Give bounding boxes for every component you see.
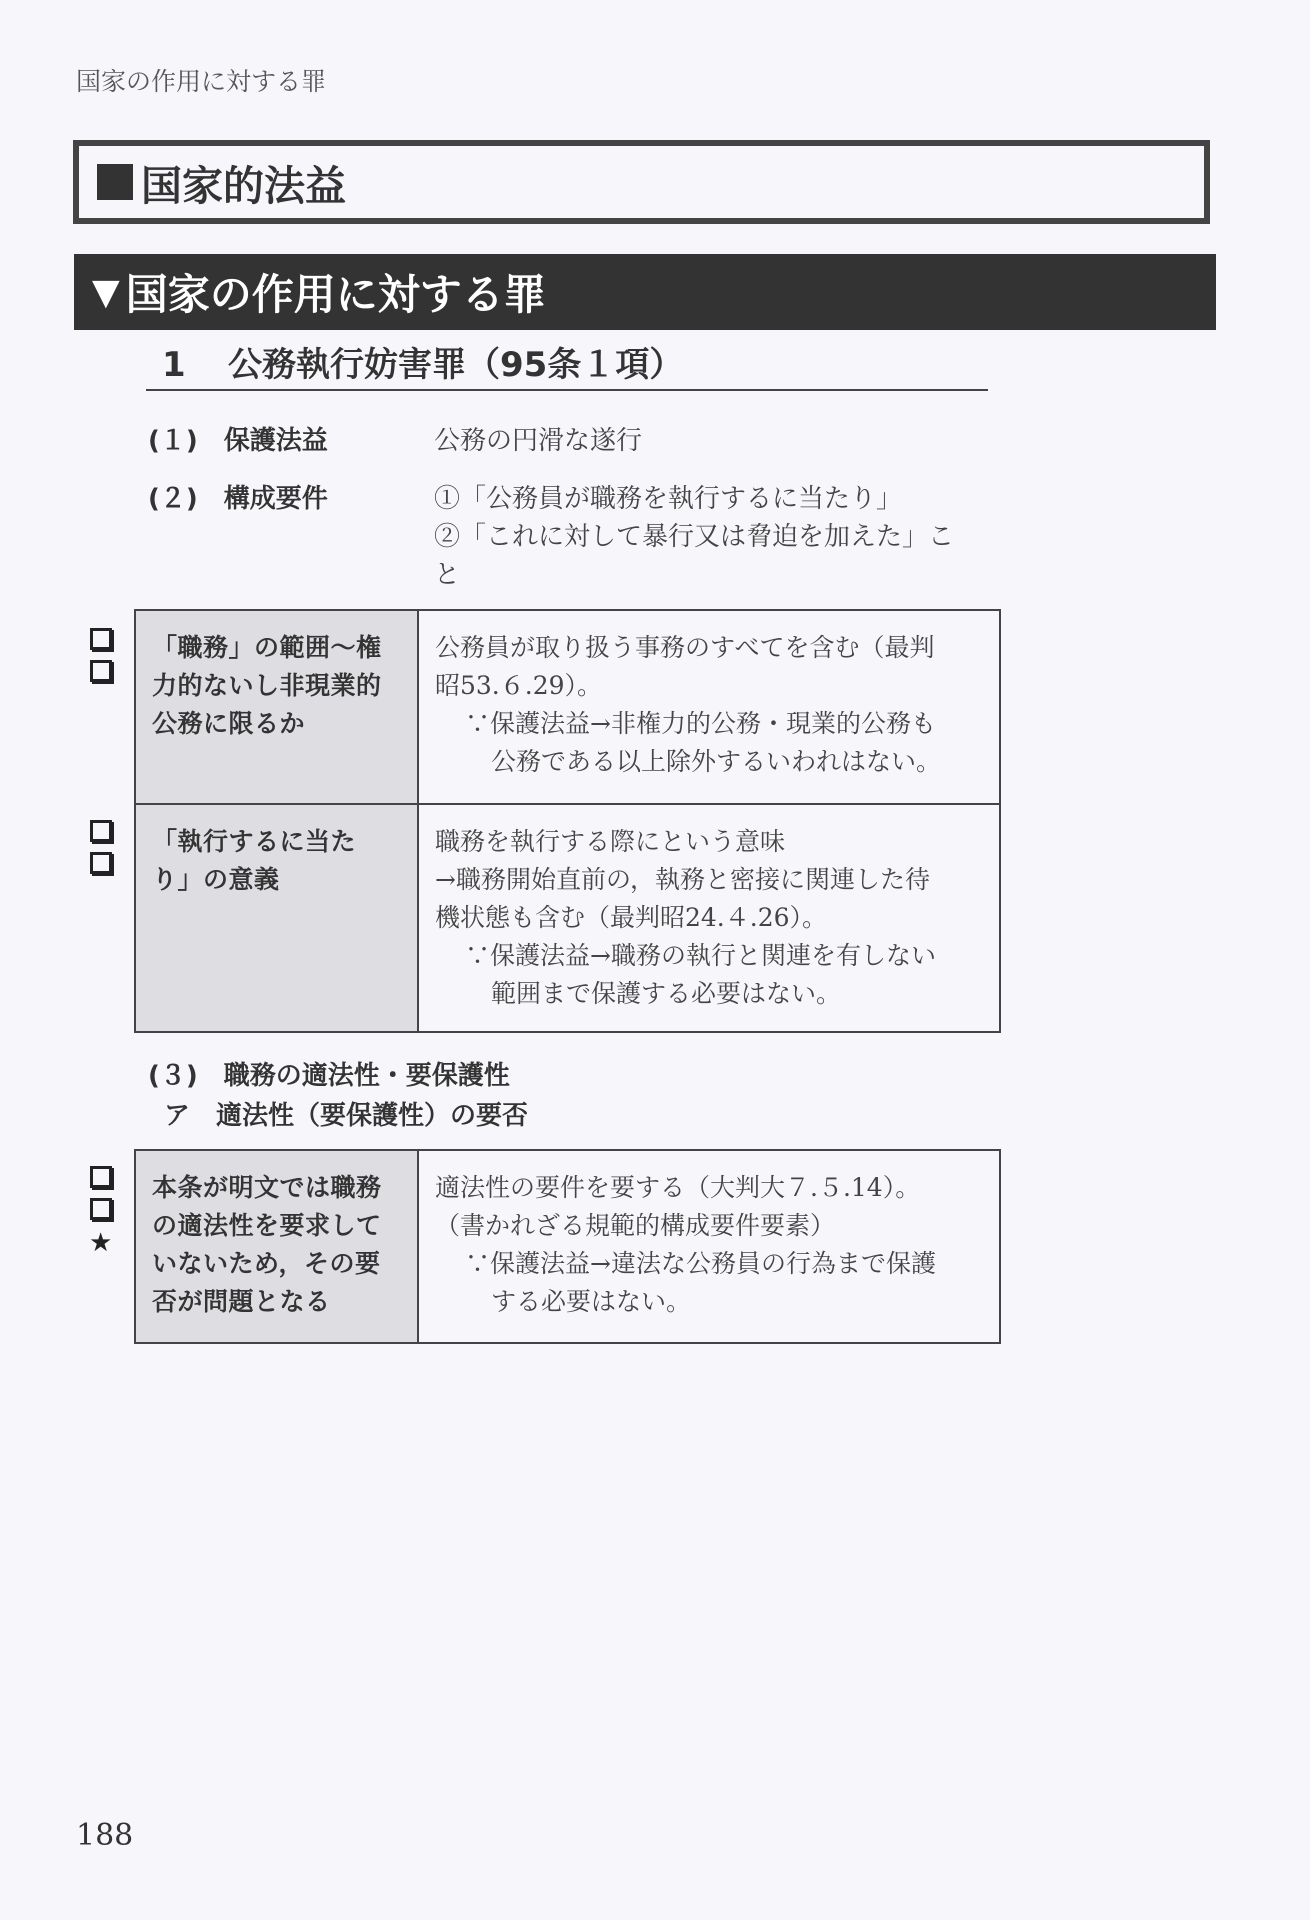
reason-line: 公務である以上除外するいわれはない。 [491, 747, 942, 776]
issue-line: 否が問題となる [152, 1287, 331, 1316]
running-head: 国家の作用に対する罪 [76, 67, 327, 96]
review-checkbox[interactable] [90, 1166, 112, 1188]
review-checkbox[interactable] [90, 820, 112, 842]
table-row [135, 804, 1000, 1032]
issue-line: 「職務」の範囲～権 [152, 633, 382, 662]
review-checkbox[interactable] [90, 1198, 112, 1220]
review-checkbox[interactable] [90, 628, 112, 650]
part-title: 国家的法益 [141, 161, 346, 210]
section-title: 公務執行妨害罪（95条１項） [228, 345, 684, 385]
review-checkboxes [90, 628, 118, 692]
reason-line: ∵保護法益→職務の執行と関連を有しない [465, 941, 936, 970]
issue-line: いないため，その要 [152, 1249, 381, 1278]
black-square-icon [97, 164, 133, 200]
answer-line: 適法性の要件を要する（大判大７.５.14）。 [435, 1173, 921, 1202]
answer-line: 昭53.６.29）。 [435, 671, 603, 700]
page-number: 188 [76, 1818, 134, 1853]
review-checkbox[interactable] [90, 852, 112, 874]
requirement-value: と [434, 560, 461, 590]
requirement-value: 公務の円滑な遂行 [434, 426, 643, 456]
reason-line: する必要はない。 [491, 1287, 692, 1316]
table-row [135, 1150, 1000, 1343]
issue-line: り」の意義 [152, 865, 280, 894]
issue-line: 公務に限るか [152, 709, 306, 738]
requirement-value: ②「これに対して暴行又は脅迫を加えた」こ [434, 522, 955, 552]
section-heading [146, 337, 988, 391]
answer-cell [418, 1150, 1000, 1343]
chapter-title: 国家の作用に対する罪 [125, 270, 546, 319]
subsection-subheading: ア 適法性（要保護性）の要否 [164, 1101, 529, 1131]
answer-line: 公務員が取り扱う事務のすべてを含む（最判 [435, 633, 935, 662]
answer-cell [418, 804, 1000, 1032]
issue-line: の適法性を要求して [152, 1211, 382, 1240]
issue-cell [135, 610, 418, 804]
requirement-label: (２) 構成要件 [148, 484, 328, 514]
answer-line: 職務を執行する際にという意味 [435, 827, 786, 856]
star-icon: ★ [89, 1228, 113, 1258]
requirement-label: (１) 保護法益 [148, 426, 328, 456]
answer-cell [418, 610, 1000, 804]
reason-line: 範囲まで保護する必要はない。 [491, 979, 842, 1008]
reason-line: ∵保護法益→違法な公務員の行為まで保護 [465, 1249, 936, 1278]
review-checkbox[interactable] [90, 660, 112, 682]
subsection-heading: (３) 職務の適法性・要保護性 [148, 1061, 510, 1091]
requirement-value: ①「公務員が職務を執行するに当たり」 [434, 484, 903, 514]
issue-line: 力的ないし非現業的 [152, 671, 382, 700]
review-checkboxes [90, 820, 118, 884]
issue-table-2 [134, 1149, 1001, 1344]
table-row [135, 610, 1000, 804]
issue-cell [135, 1150, 418, 1343]
reason-line: ∵保護法益→非権力的公務・現業的公務も [465, 709, 936, 738]
issue-line: 「執行するに当た [152, 827, 357, 856]
answer-line: 機状態も含む（最判昭24.４.26）。 [435, 903, 828, 932]
issue-line: 本条が明文では職務 [152, 1173, 382, 1202]
issue-table-1 [134, 609, 1001, 1033]
review-checkboxes [90, 1166, 118, 1256]
section-number: 1 [162, 345, 186, 385]
issue-cell [135, 804, 418, 1032]
answer-line: （書かれざる規範的構成要件要素） [435, 1211, 836, 1240]
down-triangle-icon: ▼ [92, 271, 120, 313]
chapter-title-bar [74, 254, 1216, 330]
answer-line: →職務開始直前の，執務と密接に関連した待 [435, 865, 930, 894]
part-title-box [73, 140, 1210, 224]
